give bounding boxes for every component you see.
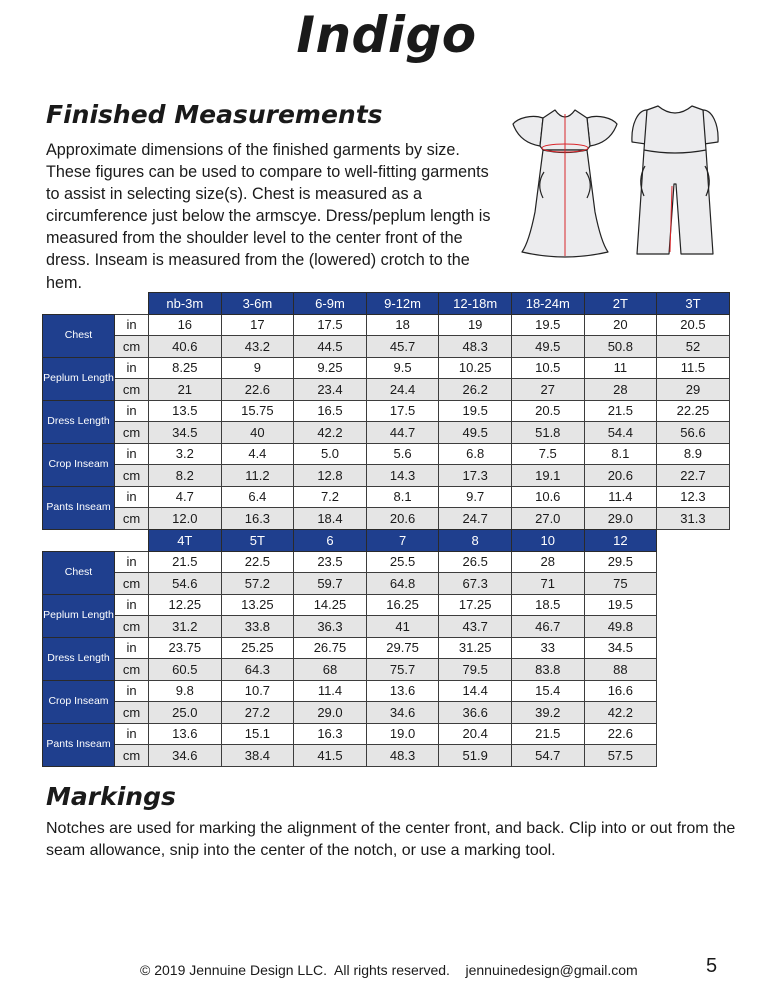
table-cell: 24.7	[439, 508, 512, 530]
table-cell: 26.2	[439, 379, 512, 401]
table-cell: 7.2	[294, 486, 367, 508]
header-spacer	[43, 530, 149, 552]
table-cell: 5.0	[294, 443, 367, 465]
measurement-label: Dress Length	[43, 637, 115, 680]
table-cell: 18.5	[511, 594, 584, 616]
table-cell: 26.5	[439, 551, 512, 573]
unit-label: in	[115, 680, 149, 702]
table-cell: 29.0	[294, 702, 367, 724]
table-cell: 34.6	[149, 745, 222, 767]
table-cell: 44.5	[294, 336, 367, 358]
table-cell: 43.7	[439, 616, 512, 638]
table-cell: 60.5	[149, 659, 222, 681]
size-header: 12-18m	[439, 293, 512, 315]
garment-illustration	[510, 102, 725, 265]
table-cell: 22.25	[657, 400, 730, 422]
table-cell: 5.6	[366, 443, 439, 465]
table-cell: 21.5	[584, 400, 657, 422]
romper-illustration	[632, 106, 718, 254]
table-cell: 54.4	[584, 422, 657, 444]
intro-paragraph: Approximate dimensions of the finished garments by size. These figures can be used to compare to well-fitting garments to assist in selecting size(s). Chest is measured as a circumference just below the armscye. Dress/peplum length is measured from the shoulder level to the center front of the dress. Inseam is measured from the (lowered) crotch to the hem.	[46, 141, 491, 292]
table-cell: 21.5	[511, 723, 584, 745]
size-header: 7	[366, 530, 439, 552]
table-cell: 10.25	[439, 357, 512, 379]
table-cell: 39.2	[511, 702, 584, 724]
unit-label: in	[115, 400, 149, 422]
measurement-label: Dress Length	[43, 400, 115, 443]
size-header: 6	[294, 530, 367, 552]
measurement-label: Crop Inseam	[43, 443, 115, 486]
table-cell: 59.7	[294, 573, 367, 595]
table-cell: 27.2	[221, 702, 294, 724]
table-cell: 33.8	[221, 616, 294, 638]
table-row	[43, 573, 657, 595]
table-cell: 41	[366, 616, 439, 638]
table-row	[43, 465, 730, 487]
table-cell: 17.3	[439, 465, 512, 487]
table-cell: 24.4	[366, 379, 439, 401]
table-cell: 16.5	[294, 400, 367, 422]
measurement-label: Pants Inseam	[43, 723, 115, 766]
table-cell: 56.6	[657, 422, 730, 444]
table-cell: 25.5	[366, 551, 439, 573]
table-cell: 11.4	[294, 680, 367, 702]
table-cell: 38.4	[221, 745, 294, 767]
table-cell: 16.3	[221, 508, 294, 530]
table-row	[43, 443, 730, 465]
measurement-label: Peplum Length	[43, 357, 115, 400]
table-cell: 57.2	[221, 573, 294, 595]
table-cell: 29	[657, 379, 730, 401]
table-cell: 49.5	[439, 422, 512, 444]
table-cell: 23.5	[294, 551, 367, 573]
table-cell: 42.2	[294, 422, 367, 444]
table-cell: 51.9	[439, 745, 512, 767]
table-cell: 75.7	[366, 659, 439, 681]
table-cell: 12.3	[657, 486, 730, 508]
table-cell: 19.5	[439, 400, 512, 422]
table-cell: 18	[366, 314, 439, 336]
table-cell: 11.2	[221, 465, 294, 487]
size-header: 3T	[657, 293, 730, 315]
table-cell: 64.8	[366, 573, 439, 595]
table-cell: 83.8	[511, 659, 584, 681]
table-cell: 13.6	[149, 723, 222, 745]
size-header: 9-12m	[366, 293, 439, 315]
table-cell: 15.75	[221, 400, 294, 422]
table-cell: 25.25	[221, 637, 294, 659]
table-cell: 10.5	[511, 357, 584, 379]
table-cell: 49.8	[584, 616, 657, 638]
table-cell: 18.4	[294, 508, 367, 530]
table-cell: 42.2	[584, 702, 657, 724]
table-cell: 40.6	[149, 336, 222, 358]
table-cell: 57.5	[584, 745, 657, 767]
table-cell: 9.25	[294, 357, 367, 379]
table-cell: 12.25	[149, 594, 222, 616]
size-header: 10	[511, 530, 584, 552]
table-cell: 8.9	[657, 443, 730, 465]
table-cell: 22.6	[221, 379, 294, 401]
measurement-label: Chest	[43, 314, 115, 357]
table-cell: 68	[294, 659, 367, 681]
table-cell: 64.3	[221, 659, 294, 681]
table-row	[43, 508, 730, 530]
table-cell: 34.5	[584, 637, 657, 659]
table-cell: 11.4	[584, 486, 657, 508]
measurements-table-small-sizes	[42, 292, 730, 530]
table-cell: 14.3	[366, 465, 439, 487]
unit-label: in	[115, 443, 149, 465]
table-cell: 13.5	[149, 400, 222, 422]
table-cell: 9.8	[149, 680, 222, 702]
unit-label: cm	[115, 379, 149, 401]
table-cell: 20.4	[439, 723, 512, 745]
unit-label: cm	[115, 702, 149, 724]
unit-label: cm	[115, 573, 149, 595]
table-cell: 31.25	[439, 637, 512, 659]
table-cell: 20.6	[366, 508, 439, 530]
table-cell: 8.2	[149, 465, 222, 487]
table-row	[43, 659, 657, 681]
unit-label: cm	[115, 465, 149, 487]
footer-copyright: © 2019 Jennuine Design LLC. All rights reserved. jennuinedesign@gmail.com	[140, 962, 638, 978]
finished-measurements-heading: Finished Measurements	[46, 100, 383, 129]
table-cell: 9.5	[366, 357, 439, 379]
table-row	[43, 594, 657, 616]
unit-label: in	[115, 314, 149, 336]
size-header: 6-9m	[294, 293, 367, 315]
unit-label: in	[115, 637, 149, 659]
table-cell: 23.4	[294, 379, 367, 401]
table-cell: 17.5	[366, 400, 439, 422]
measurement-label: Crop Inseam	[43, 680, 115, 723]
table-cell: 75	[584, 573, 657, 595]
measurement-label: Peplum Length	[43, 594, 115, 637]
markings-paragraph: Notches are used for marking the alignment of the center front, and back. Clip into or out from the seam allowance, snip into the center of the notch, or use a marking tool.	[46, 820, 736, 859]
table-cell: 40	[221, 422, 294, 444]
table-cell: 20	[584, 314, 657, 336]
table-cell: 34.6	[366, 702, 439, 724]
table-cell: 15.4	[511, 680, 584, 702]
table-cell: 3.2	[149, 443, 222, 465]
dress-illustration	[513, 110, 617, 257]
table-cell: 14.25	[294, 594, 367, 616]
table-cell: 71	[511, 573, 584, 595]
table-cell: 29.5	[584, 551, 657, 573]
table-cell: 12.8	[294, 465, 367, 487]
table-row	[43, 616, 657, 638]
table-cell: 88	[584, 659, 657, 681]
table-cell: 14.4	[439, 680, 512, 702]
markings-heading: Markings	[46, 782, 176, 811]
table-cell: 48.3	[366, 745, 439, 767]
table-cell: 20.5	[657, 314, 730, 336]
table-cell: 11	[584, 357, 657, 379]
table-row	[43, 379, 730, 401]
size-header: 12	[584, 530, 657, 552]
table-cell: 31.3	[657, 508, 730, 530]
table-cell: 22.5	[221, 551, 294, 573]
table-row	[43, 357, 730, 379]
table-cell: 19.5	[511, 314, 584, 336]
table-cell: 49.5	[511, 336, 584, 358]
unit-label: cm	[115, 422, 149, 444]
unit-label: in	[115, 551, 149, 573]
table-cell: 19.5	[584, 594, 657, 616]
page-title: Indigo	[296, 6, 477, 64]
table-row	[43, 336, 730, 358]
size-header: 3-6m	[221, 293, 294, 315]
table-row	[43, 400, 730, 422]
table-cell: 21.5	[149, 551, 222, 573]
table-cell: 12.0	[149, 508, 222, 530]
measurement-label: Chest	[43, 551, 115, 594]
table-cell: 20.6	[584, 465, 657, 487]
table-cell: 6.8	[439, 443, 512, 465]
unit-label: in	[115, 594, 149, 616]
table-cell: 33	[511, 637, 584, 659]
table-cell: 50.8	[584, 336, 657, 358]
table-cell: 8.1	[366, 486, 439, 508]
table-cell: 43.2	[221, 336, 294, 358]
table-cell: 67.3	[439, 573, 512, 595]
measurement-label: Pants Inseam	[43, 486, 115, 529]
size-header: 4T	[149, 530, 222, 552]
table-cell: 34.5	[149, 422, 222, 444]
table-cell: 11.5	[657, 357, 730, 379]
table-cell: 6.4	[221, 486, 294, 508]
page-number: 5	[706, 955, 718, 977]
table-cell: 17.25	[439, 594, 512, 616]
table-cell: 16.25	[366, 594, 439, 616]
table-cell: 8.25	[149, 357, 222, 379]
table-cell: 36.6	[439, 702, 512, 724]
size-header: 18-24m	[511, 293, 584, 315]
table-cell: 9	[221, 357, 294, 379]
table-cell: 26.75	[294, 637, 367, 659]
table-cell: 16	[149, 314, 222, 336]
table-cell: 9.7	[439, 486, 512, 508]
measurements-table-large-sizes	[42, 529, 657, 767]
unit-label: cm	[115, 745, 149, 767]
unit-label: in	[115, 723, 149, 745]
table-row	[43, 723, 657, 745]
table-cell: 22.7	[657, 465, 730, 487]
table-cell: 54.7	[511, 745, 584, 767]
table-cell: 16.6	[584, 680, 657, 702]
table-row	[43, 680, 657, 702]
table-cell: 45.7	[366, 336, 439, 358]
table-row	[43, 551, 657, 573]
size-header: nb-3m	[149, 293, 222, 315]
table-cell: 4.7	[149, 486, 222, 508]
unit-label: cm	[115, 659, 149, 681]
table-cell: 29.0	[584, 508, 657, 530]
table-cell: 44.7	[366, 422, 439, 444]
table-cell: 19.1	[511, 465, 584, 487]
size-header: 5T	[221, 530, 294, 552]
table-cell: 28	[511, 551, 584, 573]
table-cell: 16.3	[294, 723, 367, 745]
table-cell: 36.3	[294, 616, 367, 638]
table-cell: 17.5	[294, 314, 367, 336]
table-row	[43, 486, 730, 508]
table-cell: 41.5	[294, 745, 367, 767]
header-spacer	[43, 293, 149, 315]
table-row	[43, 314, 730, 336]
table-cell: 48.3	[439, 336, 512, 358]
table-row	[43, 422, 730, 444]
table-cell: 13.6	[366, 680, 439, 702]
table-cell: 10.6	[511, 486, 584, 508]
unit-label: cm	[115, 508, 149, 530]
unit-label: in	[115, 357, 149, 379]
table-cell: 15.1	[221, 723, 294, 745]
table-cell: 17	[221, 314, 294, 336]
table-row	[43, 745, 657, 767]
size-header-row	[43, 293, 730, 315]
table-cell: 10.7	[221, 680, 294, 702]
unit-label: in	[115, 486, 149, 508]
table-cell: 27.0	[511, 508, 584, 530]
table-cell: 79.5	[439, 659, 512, 681]
table-cell: 54.6	[149, 573, 222, 595]
table-cell: 28	[584, 379, 657, 401]
size-header-row	[43, 530, 657, 552]
table-cell: 29.75	[366, 637, 439, 659]
table-cell: 46.7	[511, 616, 584, 638]
table-cell: 20.5	[511, 400, 584, 422]
table-cell: 21	[149, 379, 222, 401]
table-cell: 4.4	[221, 443, 294, 465]
table-row	[43, 637, 657, 659]
table-cell: 25.0	[149, 702, 222, 724]
table-cell: 22.6	[584, 723, 657, 745]
size-header: 2T	[584, 293, 657, 315]
table-cell: 13.25	[221, 594, 294, 616]
table-cell: 52	[657, 336, 730, 358]
table-cell: 51.8	[511, 422, 584, 444]
table-cell: 7.5	[511, 443, 584, 465]
table-cell: 19	[439, 314, 512, 336]
table-cell: 27	[511, 379, 584, 401]
unit-label: cm	[115, 616, 149, 638]
table-cell: 19.0	[366, 723, 439, 745]
table-cell: 31.2	[149, 616, 222, 638]
table-cell: 8.1	[584, 443, 657, 465]
unit-label: cm	[115, 336, 149, 358]
table-row	[43, 702, 657, 724]
size-header: 8	[439, 530, 512, 552]
table-cell: 23.75	[149, 637, 222, 659]
